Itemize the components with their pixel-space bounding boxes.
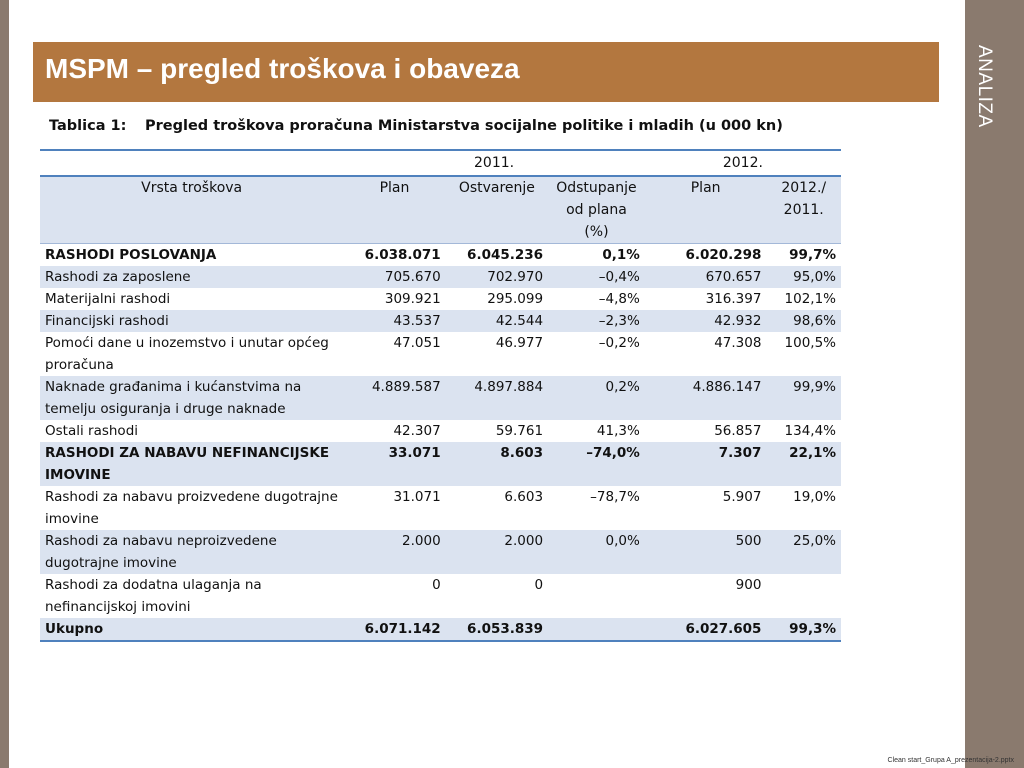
cell-deviation: –74,0%: [548, 442, 645, 486]
cell-plan-2012: 6.027.605: [645, 618, 767, 641]
cell-name: Rashodi za nabavu proizvedene dugotrajne imovine: [45, 489, 338, 527]
cell-ratio: 95,0%: [766, 266, 841, 288]
cell-ratio: 98,6%: [766, 310, 841, 332]
footer-filename: Clean start_Grupa A_prezentacija-2.pptx: [887, 757, 1014, 764]
cell-actual-2011: 295.099: [487, 291, 544, 307]
cell-actual-2011: 0: [534, 577, 544, 593]
cell-name: Financijski rashodi: [40, 310, 343, 332]
table-row: [40, 332, 841, 376]
cell-actual-2011: 8.603: [446, 442, 548, 486]
cell-plan-2011: 6.038.071: [364, 247, 441, 263]
year-2012-header: 2012.: [645, 150, 841, 176]
table-row: [40, 618, 841, 641]
cell-deviation: 0,1%: [602, 247, 640, 263]
cell-name: Rashodi za dodatna ulaganja na nefinancijskoj imovini: [45, 577, 262, 615]
cell-deviation: 41,3%: [596, 423, 640, 439]
cell-name: Naknade građanima i kućanstvima na temelju osiguranja i druge naknade: [40, 376, 343, 420]
cell-plan-2012: 47.308: [714, 335, 762, 351]
cell-plan-2011: 43.537: [343, 310, 445, 332]
cell-ratio: [766, 574, 841, 618]
cell-name: RASHODI POSLOVANJA: [45, 247, 217, 263]
table-row: [40, 486, 841, 530]
cost-table: [40, 149, 841, 642]
year-header-row: [40, 150, 841, 176]
column-header-row: [40, 176, 841, 244]
cell-deviation: –4,8%: [598, 291, 640, 307]
cell-deviation: –2,3%: [548, 310, 645, 332]
table-row: [40, 288, 841, 310]
cell-ratio: 100,5%: [784, 335, 836, 351]
cell-plan-2012: 56.857: [714, 423, 762, 439]
cell-ratio: 22,1%: [766, 442, 841, 486]
cell-plan-2012: 4.886.147: [645, 376, 767, 420]
cell-actual-2011: 4.897.884: [446, 376, 548, 420]
cell-plan-2011: 33.071: [343, 442, 445, 486]
cell-plan-2011: 0: [432, 577, 441, 593]
table-row: [40, 442, 841, 486]
cell-deviation: –0,2%: [598, 335, 640, 351]
cell-plan-2012: 6.020.298: [685, 247, 762, 263]
side-label-text: ANALIZA: [974, 45, 995, 128]
cell-plan-2011: 705.670: [343, 266, 445, 288]
cell-ratio: 99,9%: [766, 376, 841, 420]
cell-name: Pomoći dane u inozemstvo i unutar općeg proračuna: [45, 335, 329, 373]
cell-name: Ukupno: [40, 618, 343, 641]
slide-title: MSPM – pregled troškova i obaveza: [45, 53, 520, 84]
cell-plan-2012: 900: [735, 577, 762, 593]
caption-label: Tablica 1:: [49, 118, 127, 134]
cell-plan-2011: 309.921: [384, 291, 441, 307]
cell-ratio: 99,7%: [789, 247, 836, 263]
cell-plan-2011: 4.889.587: [343, 376, 445, 420]
cell-name: Materijalni rashodi: [45, 291, 171, 307]
table-row: [40, 530, 841, 574]
cell-deviation: [548, 574, 645, 618]
cell-plan-2012: 5.907: [722, 489, 762, 505]
cell-deviation: –0,4%: [548, 266, 645, 288]
cell-actual-2011: 6.603: [504, 489, 544, 505]
cell-ratio: 102,1%: [784, 291, 836, 307]
cell-actual-2011: 42.544: [446, 310, 548, 332]
cell-plan-2011: 2.000: [343, 530, 445, 574]
cell-plan-2012: 670.657: [645, 266, 767, 288]
header-actual-2011: Ostvarenje: [446, 176, 548, 244]
cell-ratio: 99,3%: [766, 618, 841, 641]
cell-actual-2011: 59.761: [495, 423, 544, 439]
table-row: [40, 574, 841, 618]
cell-plan-2012: 42.932: [645, 310, 767, 332]
cell-ratio: 19,0%: [793, 489, 836, 505]
cell-actual-2011: 6.053.839: [446, 618, 548, 641]
caption-text: Pregled troškova proračuna Ministarstva socijalne politike i mladih (u 000 kn): [145, 118, 783, 134]
year-2011-header: 2011.: [343, 150, 645, 176]
cell-plan-2012: 316.397: [705, 291, 762, 307]
table-row: [40, 310, 841, 332]
header-plan-2011: Plan: [343, 176, 445, 244]
cell-plan-2011: 47.051: [393, 335, 441, 351]
cell-name: Rashodi za zaposlene: [40, 266, 343, 288]
cell-deviation: 0,0%: [548, 530, 645, 574]
header-ratio: 2012./ 2011.: [766, 176, 841, 244]
table-row: [40, 420, 841, 442]
cell-plan-2011: 31.071: [393, 489, 441, 505]
table-row: [40, 376, 841, 420]
cell-deviation: –78,7%: [590, 489, 640, 505]
cell-deviation: [548, 618, 645, 641]
cell-actual-2011: 6.045.236: [467, 247, 544, 263]
title-bar: [33, 42, 939, 102]
cell-plan-2012: 7.307: [645, 442, 767, 486]
table-row: [40, 244, 841, 267]
cell-actual-2011: 46.977: [495, 335, 544, 351]
cell-actual-2011: 2.000: [446, 530, 548, 574]
header-plan-2012: Plan: [645, 176, 767, 244]
table-row: [40, 266, 841, 288]
left-decor-bar: [0, 0, 9, 768]
header-deviation: Odstupanje od plana (%): [548, 176, 645, 244]
cell-plan-2012: 500: [645, 530, 767, 574]
cell-ratio: 25,0%: [766, 530, 841, 574]
cell-name: RASHODI ZA NABAVU NEFINANCIJSKE IMOVINE: [40, 442, 343, 486]
header-name: Vrsta troškova: [40, 176, 343, 244]
cell-name: Rashodi za nabavu neproizvedene dugotrajne imovine: [40, 530, 343, 574]
table-caption: [49, 118, 783, 134]
cell-deviation: 0,2%: [548, 376, 645, 420]
cell-actual-2011: 702.970: [446, 266, 548, 288]
cell-ratio: 134,4%: [784, 423, 836, 439]
side-label: [973, 45, 1015, 145]
cell-name: Ostali rashodi: [45, 423, 139, 439]
cell-plan-2011: 42.307: [393, 423, 441, 439]
cell-plan-2011: 6.071.142: [343, 618, 445, 641]
